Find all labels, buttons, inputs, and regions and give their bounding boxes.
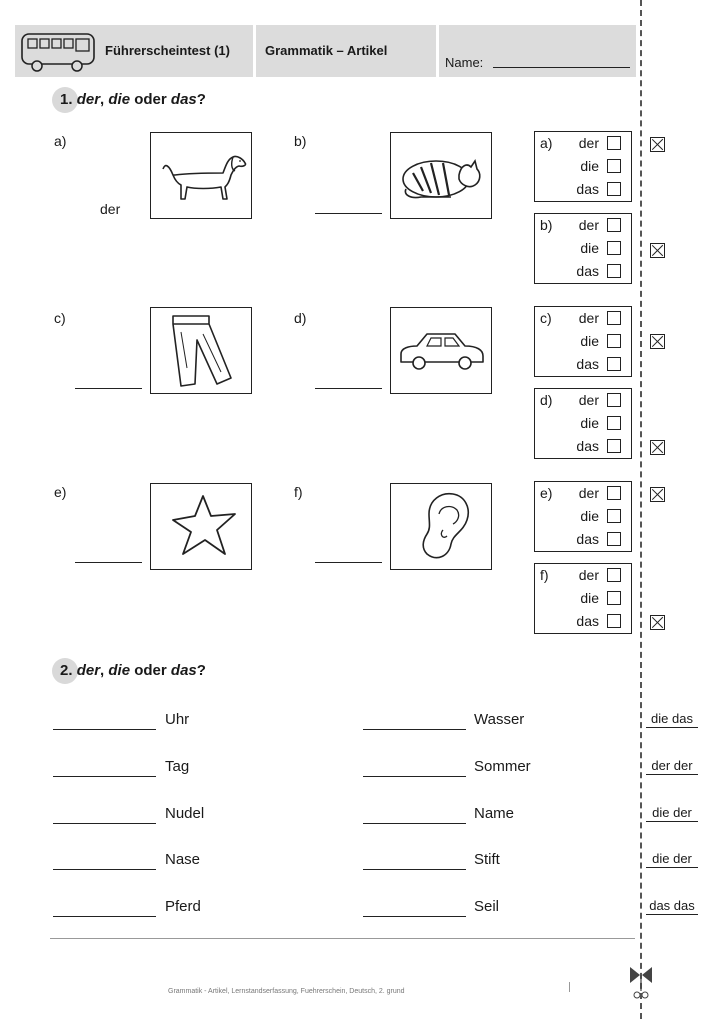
noun-label: Uhr (165, 711, 190, 728)
option-word: die (580, 415, 599, 431)
option-word: die (580, 158, 599, 174)
answer-blank-b[interactable] (315, 213, 382, 214)
option-row-der (535, 565, 631, 587)
ear-icon (391, 484, 491, 569)
option-row-die (535, 331, 631, 353)
checkbox[interactable] (607, 136, 621, 150)
solution-text: die das (646, 711, 698, 728)
trousers-icon (151, 308, 251, 393)
option-row-die (535, 506, 631, 528)
article-blank[interactable] (53, 869, 156, 870)
picture-cat (390, 132, 492, 219)
article-blank[interactable] (53, 776, 156, 777)
checkbox[interactable] (607, 439, 621, 453)
solution-check-icon (650, 440, 665, 455)
checkbox[interactable] (607, 416, 621, 430)
answer-blank-e[interactable] (75, 562, 142, 563)
option-row-der (535, 390, 631, 412)
checkbox[interactable] (607, 393, 621, 407)
checkbox[interactable] (607, 486, 621, 500)
question-mark: ? (196, 91, 206, 108)
picture-star (150, 483, 252, 570)
option-word: die (580, 508, 599, 524)
article-blank[interactable] (363, 823, 466, 824)
section-1-heading (60, 91, 206, 108)
word-die: die (108, 91, 131, 108)
name-label: Name: (445, 55, 484, 70)
noun-label: Name (474, 805, 515, 822)
checkbox[interactable] (607, 614, 621, 628)
name-field[interactable] (493, 67, 630, 68)
option-box-letter: f) (540, 567, 549, 583)
item-label: b) (294, 133, 307, 149)
option-word: das (576, 356, 599, 372)
solution-check-icon (650, 487, 665, 502)
solution-check-icon (650, 334, 665, 349)
option-box-letter: c) (540, 310, 552, 326)
solution-check-icon (650, 615, 665, 630)
noun-label: Stift (474, 851, 500, 868)
option-row-der (535, 133, 631, 155)
option-word: die (580, 333, 599, 349)
option-word: das (576, 263, 599, 279)
picture-ear (390, 483, 492, 570)
option-row-die (535, 156, 631, 178)
option-row-die (535, 238, 631, 260)
checkbox[interactable] (607, 532, 621, 546)
option-word: der (578, 392, 599, 408)
word-oder: oder (130, 662, 171, 679)
option-word: die (580, 240, 599, 256)
option-box-letter: e) (540, 485, 553, 501)
answer-blank-f[interactable] (315, 562, 382, 563)
checkbox[interactable] (607, 218, 621, 232)
separator: , (100, 91, 109, 108)
option-box-a (534, 131, 632, 202)
checkbox[interactable] (607, 159, 621, 173)
option-row-der (535, 483, 631, 505)
option-word: das (576, 181, 599, 197)
header-subject-cell (256, 25, 436, 77)
section-number: 1. (60, 91, 73, 108)
option-word: der (578, 310, 599, 326)
article-blank[interactable] (363, 776, 466, 777)
item-label: f) (294, 484, 303, 500)
option-word: das (576, 531, 599, 547)
option-box-d (534, 388, 632, 459)
option-row-die (535, 588, 631, 610)
checkbox[interactable] (607, 591, 621, 605)
footer-rule (50, 938, 635, 939)
star-icon (151, 484, 251, 569)
noun-label: Sommer (474, 758, 531, 775)
option-word: der (578, 135, 599, 151)
section-2-heading (60, 662, 206, 679)
word-der: der (76, 662, 101, 679)
checkbox[interactable] (607, 357, 621, 371)
word-das: das (170, 662, 197, 679)
worksheet-title: Führerscheintest (1) (105, 43, 230, 58)
option-row-das (535, 354, 631, 376)
option-row-das (535, 529, 631, 551)
word-das: das (170, 91, 197, 108)
checkbox[interactable] (607, 241, 621, 255)
solution-text: die der (646, 805, 698, 822)
picture-trousers (150, 307, 252, 394)
noun-label: Seil (474, 898, 500, 915)
article-blank[interactable] (363, 916, 466, 917)
item-label: e) (54, 484, 67, 500)
word-oder: oder (130, 91, 171, 108)
option-row-der (535, 308, 631, 330)
cut-line (640, 0, 642, 1019)
noun-label: Pferd (165, 898, 201, 915)
option-row-das (535, 611, 631, 633)
separator: , (100, 662, 109, 679)
footer-divider (569, 982, 570, 992)
noun-label: Wasser (474, 711, 525, 728)
option-word: der (578, 217, 599, 233)
article-blank[interactable] (53, 729, 156, 730)
option-word: die (580, 590, 599, 606)
picture-dog (150, 132, 252, 219)
option-row-das (535, 436, 631, 458)
option-box-b (534, 213, 632, 284)
word-der: der (76, 91, 101, 108)
option-word: das (576, 613, 599, 629)
noun-label: Nase (165, 851, 201, 868)
option-box-letter: a) (540, 135, 553, 151)
car-icon (391, 308, 491, 393)
header-name-cell (439, 25, 636, 77)
scissors-icon (626, 965, 656, 1005)
header-title-cell (15, 25, 253, 77)
option-word: der (578, 485, 599, 501)
solution-text: die der (646, 851, 698, 868)
solution-text: das das (646, 898, 698, 915)
checkbox[interactable] (607, 334, 621, 348)
answer-text-a: der (100, 201, 121, 217)
option-box-letter: b) (540, 217, 553, 233)
option-box-f (534, 563, 632, 634)
option-box-c (534, 306, 632, 377)
section-number: 2. (60, 662, 73, 679)
item-label: c) (54, 310, 66, 326)
option-row-der (535, 215, 631, 237)
article-blank[interactable] (363, 729, 466, 730)
bus-icon (19, 29, 101, 75)
option-row-die (535, 413, 631, 435)
option-word: der (578, 567, 599, 583)
checkbox[interactable] (607, 264, 621, 278)
noun-label: Nudel (165, 805, 205, 822)
checkbox[interactable] (607, 509, 621, 523)
footer-text: Grammatik - Artikel, Lernstandserfassung, Fuehrerschein, Deutsch, 2. grund (168, 988, 405, 995)
solution-check-icon (650, 243, 665, 258)
option-word: das (576, 438, 599, 454)
checkbox[interactable] (607, 311, 621, 325)
answer-blank-d[interactable] (315, 388, 382, 389)
picture-car (390, 307, 492, 394)
word-die: die (108, 662, 131, 679)
article-blank[interactable] (53, 823, 156, 824)
article-blank[interactable] (363, 869, 466, 870)
checkbox[interactable] (607, 568, 621, 582)
option-box-letter: d) (540, 392, 553, 408)
item-label: a) (54, 133, 67, 149)
option-box-e (534, 481, 632, 552)
answer-blank-c[interactable] (75, 388, 142, 389)
article-blank[interactable] (53, 916, 156, 917)
option-row-das (535, 261, 631, 283)
worksheet-subject: Grammatik – Artikel (265, 43, 388, 58)
solution-text: der der (646, 758, 698, 775)
solution-check-icon (650, 137, 665, 152)
checkbox[interactable] (607, 182, 621, 196)
question-mark: ? (196, 662, 206, 679)
option-row-das (535, 179, 631, 201)
noun-label: Tag (165, 758, 190, 775)
item-label: d) (294, 310, 307, 326)
dog-icon (151, 133, 251, 218)
cat-icon (391, 133, 491, 218)
